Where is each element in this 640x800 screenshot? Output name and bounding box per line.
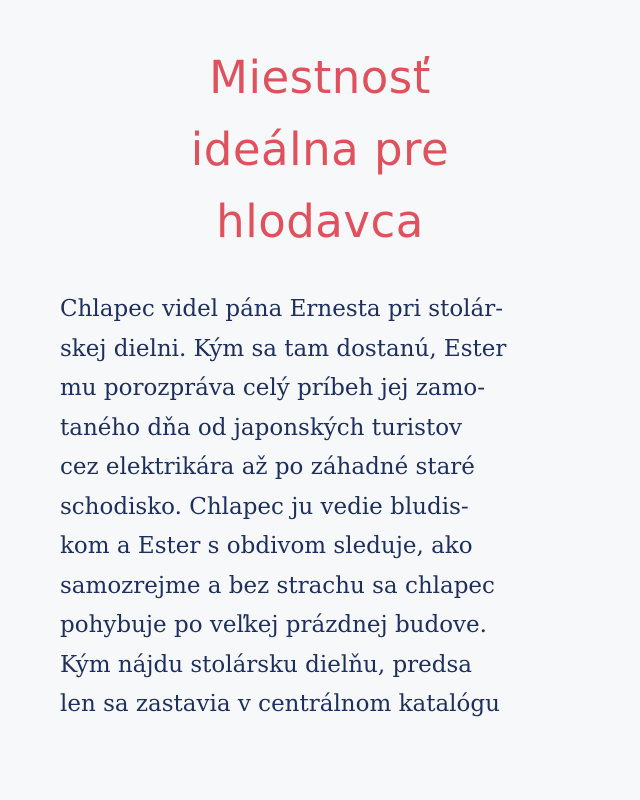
- chapter-title: [0, 42, 640, 258]
- body-line: len sa zastavia v centrálnom katalógu: [60, 691, 500, 717]
- body-line: Kým nájdu stolársku dielňu, predsa: [60, 651, 473, 678]
- body-line: skej dielni. Kým sa tam dostanú, Ester: [60, 335, 507, 362]
- body-line: pohybuje po veľkej prázdnej budove.: [60, 612, 487, 638]
- chapter-title-line: ideálna pre: [190, 123, 450, 176]
- body-line: cez elektrikára až po záhadné staré: [60, 454, 475, 480]
- body-line: mu porozpráva celý príbeh jej zamo-: [60, 375, 486, 401]
- chapter-title-line: hlodavca: [216, 195, 424, 248]
- body-line: taného dňa od japonských turistov: [60, 414, 463, 441]
- body-line: kom a Ester s obdivom sleduje, ako: [60, 533, 473, 559]
- body-line: Chlapec videl pána Ernesta pri stolár-: [60, 296, 504, 322]
- chapter-title-line: Miestnosť: [209, 51, 431, 104]
- body-line: samozrejme a bez strachu sa chlapec: [60, 572, 495, 599]
- body-paragraph: [60, 290, 580, 725]
- body-line: schodisko. Chlapec ju vedie bludis-: [60, 493, 469, 520]
